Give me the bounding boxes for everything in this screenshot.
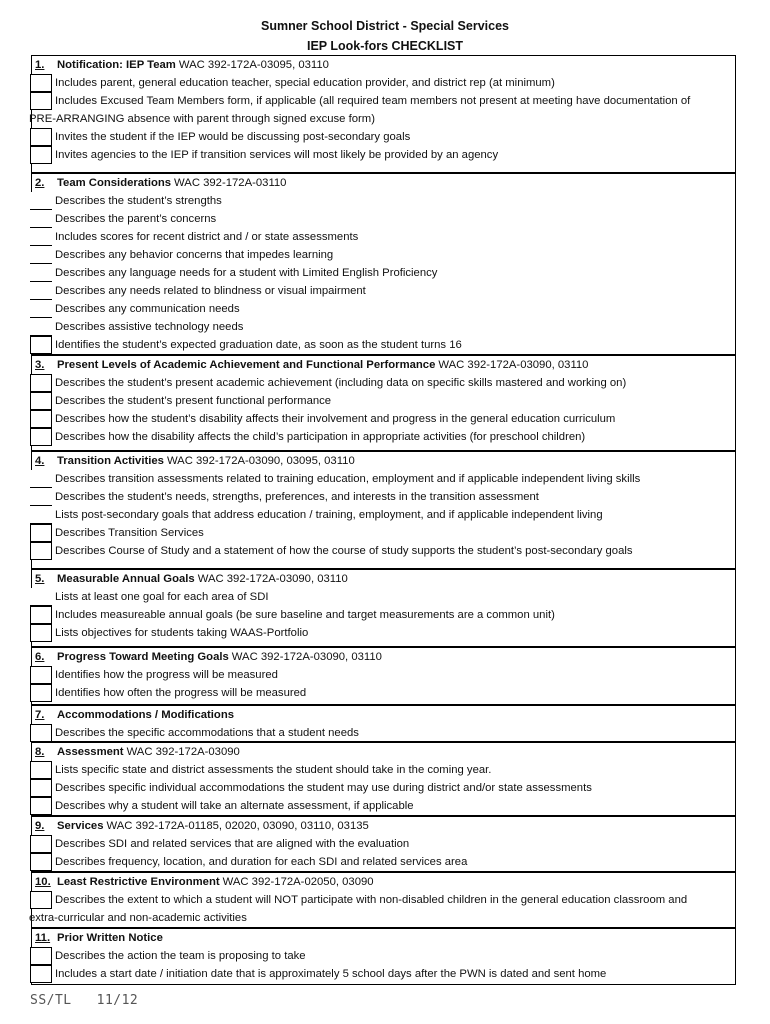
checkbox[interactable] xyxy=(30,300,52,318)
checkbox[interactable] xyxy=(30,146,52,164)
checkbox[interactable] xyxy=(30,588,52,606)
section-header: 10. Least Restrictive Environment WAC 392-172A-02050, 03090 xyxy=(35,876,374,888)
checkbox[interactable] xyxy=(30,891,52,909)
checkbox[interactable] xyxy=(30,264,52,282)
section-header: 3. Present Levels of Academic Achievement and Functional Performance WAC 392-172A-03090, 03110 xyxy=(35,359,589,371)
checkbox[interactable] xyxy=(30,853,52,871)
checkbox[interactable] xyxy=(30,797,52,815)
checkbox[interactable] xyxy=(30,374,52,392)
checkbox[interactable] xyxy=(30,542,52,560)
checkbox[interactable] xyxy=(30,947,52,965)
section-progress-goals: 6. Progress Toward Meeting Goals WAC 392-172A-03090, 03110 Identifies how the progress will be measured Identifies how often the progress will be measured xyxy=(31,647,736,705)
section-present-levels: 3. Present Levels of Academic Achievement and Functional Performance WAC 392-172A-03090, 03110 Describes the student’s present academic achievement (including data on specific skills mastered and working on) Describes the student’s present functional performance Describes how the student’s disability affects their involvement and progress in the general education curriculum Describes how the disability affects the child’s participation in appropriate activities (for preschool children) xyxy=(31,355,736,451)
checkbox[interactable] xyxy=(30,761,52,779)
title-line-2: IEP Look-fors CHECKLIST xyxy=(306,39,464,53)
checkbox[interactable] xyxy=(30,392,52,410)
checkbox[interactable] xyxy=(30,228,52,246)
checkbox[interactable] xyxy=(30,410,52,428)
section-assessment: 8. Assessment WAC 392-172A-03090 Lists specific state and district assessments the student should take in the coming year. Describes specific individual accommodations the student may use during district and/or state assessments Describes why a student will take an alternate assessment, if applicable xyxy=(31,742,736,816)
section-lre: 10. Least Restrictive Environment WAC 392-172A-02050, 03090 Describes the extent to which a student will NOT participate with non-disabled children in the general education classroom and extra-curricular and non-academic activities xyxy=(31,872,736,928)
checkbox[interactable] xyxy=(30,192,52,210)
section-header: 1. Notification: IEP Team WAC 392-172A-03095, 03110 xyxy=(35,59,329,71)
checkbox[interactable] xyxy=(30,779,52,797)
title-line-1: Sumner School District - Special Services xyxy=(260,19,509,33)
checkbox[interactable] xyxy=(30,666,52,684)
section-team-considerations: 2. Team Considerations WAC 392-172A-03110 Describes the student’s strengths Describes the parent’s concerns Includes scores for recent district and / or state assessments Describes any behavior concerns that impedes learning Describes any language needs for a student with Limited English Proficiency Describes any needs related to blindness or visual impairment Describes any communication needs Describes assistive technology needs Identifies the student’s expected graduation date, as soon as the student turns 16 xyxy=(31,173,736,355)
checkbox[interactable] xyxy=(30,624,52,642)
section-prior-written-notice: 11. Prior Written Notice Describes the action the team is proposing to take Includes a start date / initiation date that is approximately 5 school days after the PWN is dated and sent home xyxy=(31,928,736,985)
section-header: 7. Accommodations / Modifications xyxy=(35,709,234,721)
checkbox[interactable] xyxy=(30,246,52,264)
document-title xyxy=(0,16,770,56)
section-accommodations: 7. Accommodations / Modifications Describes the specific accommodations that a student needs xyxy=(31,705,736,742)
section-services: 9. Services WAC 392-172A-01185, 02020, 03090, 03110, 03135 Describes SDI and related services that are aligned with the evaluation Describes frequency, location, and duration for each SDI and related services area xyxy=(31,816,736,872)
checkbox[interactable] xyxy=(30,336,52,354)
section-transition-activities: 4. Transition Activities WAC 392-172A-03090, 03095, 03110 Describes transition assessments related to training education, employment and if applicable independent living skills Describes the student’s needs, strengths, preferences, and interests in the transition assessment Lists post-secondary goals that address education / training, employment, and if applicable independent living Describes Transition Services Describes Course of Study and a statement of how the course of study supports the student’s post-secondary goals xyxy=(31,451,736,569)
checkbox[interactable] xyxy=(30,684,52,702)
checkbox[interactable] xyxy=(30,524,52,542)
section-header: 4. Transition Activities WAC 392-172A-03090, 03095, 03110 xyxy=(35,455,355,467)
checkbox[interactable] xyxy=(30,506,52,524)
checkbox[interactable] xyxy=(30,74,52,92)
section-header: 5. Measurable Annual Goals WAC 392-172A-03090, 03110 xyxy=(35,573,348,585)
footer-code: SS/TL 11/12 xyxy=(30,993,139,1008)
checkbox[interactable] xyxy=(30,318,52,336)
section-header: 9. Services WAC 392-172A-01185, 02020, 03090, 03110, 03135 xyxy=(35,820,369,832)
section-notification: 1. Notification: IEP Team WAC 392-172A-03095, 03110 Includes parent, general education teacher, special education provider, and district rep (at minimum) Includes Excused Team Members form, if applicable (all required team members not present at meeting have documentation of PRE-ARRANGING absence with parent through signed excuse form) Invites the student if the IEP would be discussing post-secondary goals Invites agencies to the IEP if transition services will most likely be provided by an agency xyxy=(31,55,736,173)
checkbox[interactable] xyxy=(30,282,52,300)
section-header: 2. Team Considerations WAC 392-172A-03110 xyxy=(35,177,287,189)
checkbox[interactable] xyxy=(30,128,52,146)
checkbox[interactable] xyxy=(30,606,52,624)
checkbox[interactable] xyxy=(30,835,52,853)
checkbox[interactable] xyxy=(30,724,52,742)
checkbox[interactable] xyxy=(30,92,52,110)
section-header: 6. Progress Toward Meeting Goals WAC 392-172A-03090, 03110 xyxy=(35,651,382,663)
section-header: 11. Prior Written Notice xyxy=(35,932,163,944)
section-annual-goals: 5. Measurable Annual Goals WAC 392-172A-03090, 03110 Lists at least one goal for each area of SDI Includes measureable annual goals (be sure baseline and target measurements are a common unit) Lists objectives for students taking WAAS-Portfolio xyxy=(31,569,736,647)
checkbox[interactable] xyxy=(30,210,52,228)
checkbox[interactable] xyxy=(30,488,52,506)
checkbox[interactable] xyxy=(30,965,52,983)
section-header: 8. Assessment WAC 392-172A-03090 xyxy=(35,746,240,758)
item-continuation: PRE-ARRANGING absence with parent through signed excuse form) xyxy=(29,113,375,125)
checkbox[interactable] xyxy=(30,470,52,488)
checkbox[interactable] xyxy=(30,428,52,446)
item-continuation: extra-curricular and non-academic activities xyxy=(29,912,247,924)
